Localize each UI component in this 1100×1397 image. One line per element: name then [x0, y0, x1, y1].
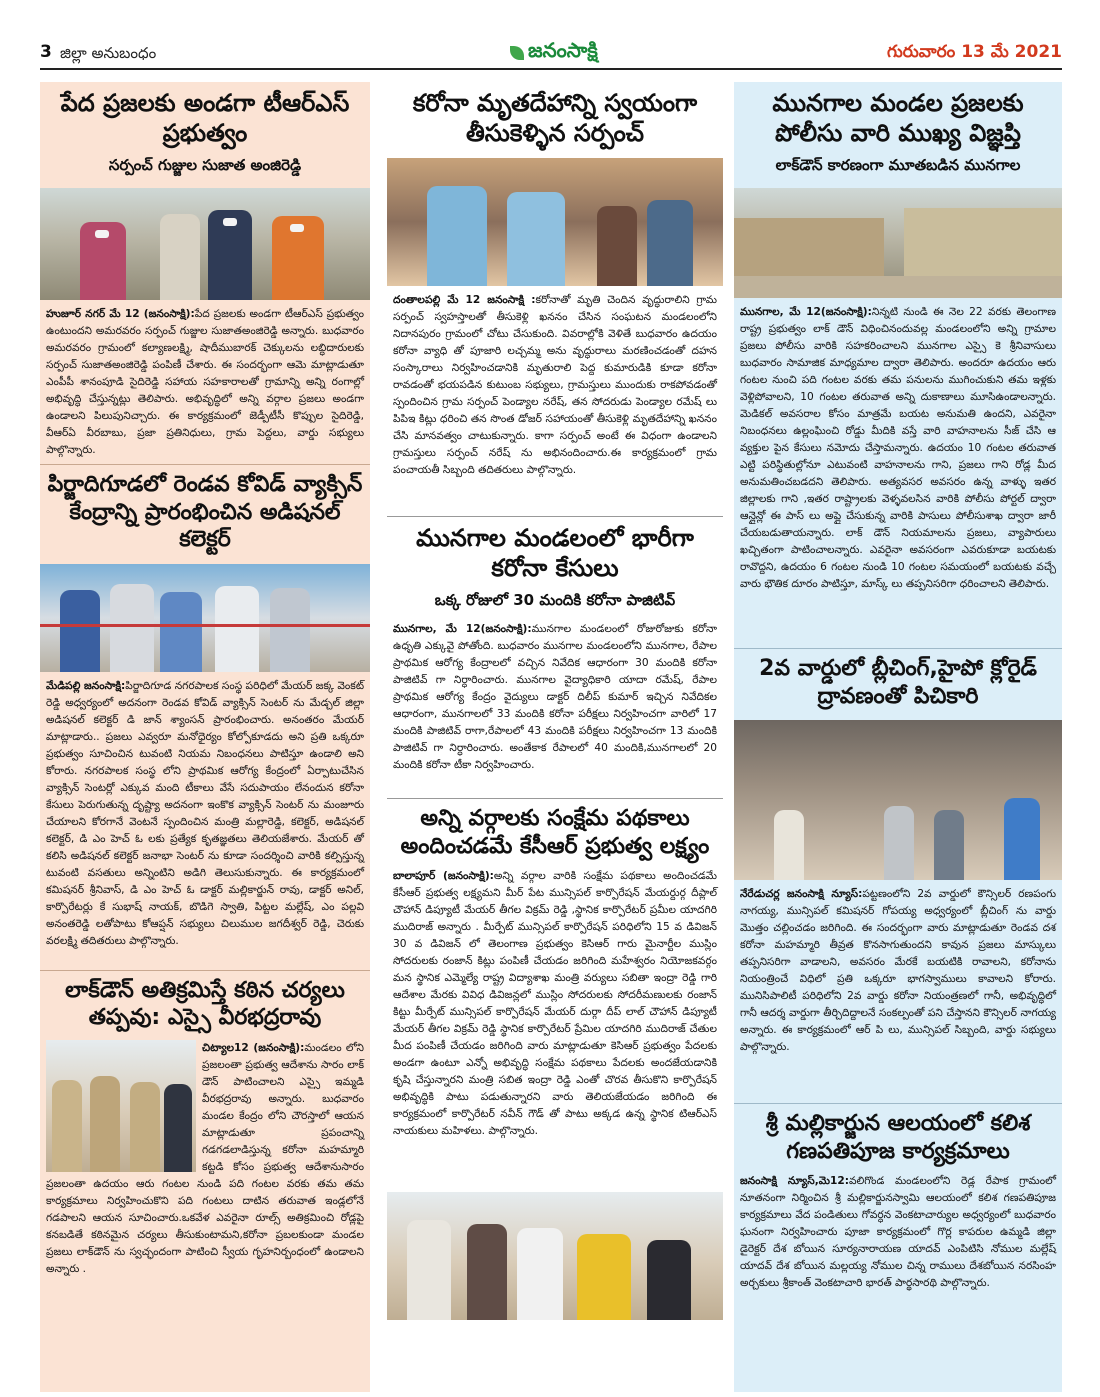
article-1-dateline: హుజూర్ నగర్ మే 12 (జనంసాక్షి): [46, 308, 195, 320]
article-1-photo [40, 188, 370, 300]
article-6-headline: అన్ని వర్గాలకు సంక్షేమ పథకాలు అందించడమే కేసీఆర్ ప్రభుత్వ లక్ష్యం [387, 798, 723, 866]
article-6-photo [387, 1192, 723, 1320]
page-number: 3 [40, 42, 52, 62]
issue-date: గురువారం 13 మే 2021 [887, 42, 1062, 62]
article-2-text: పిర్జాదిగూడ నగరపాలక సంస్థ పరిధిలో మేయర్ జక్క వెంకట్ రెడ్డి అధ్వర్యంలో అదనంగా రెండవ కోవిడ్ వ్యాక్సిన్ సెంటర్ ను మేడ్చల్ జిల్లా అడిషనల్ కలెక్టర్ డి జాన్ శ్యాంసన్ ప్రారంభించారు. అనంతరం మేయర్ మాట్లాడారు.. ప్రజలు ఎవ్వరూ మనోధైర్యం కోల్పోకూడదు అని ప్రతి ఒక్కరూ ప్రభుత్వం సూచించిన టువంటి నియమ నిబంధనలు పాటిస్తూ ఉండాలి అని కోరారు. నగరపాలక సంస్థ లోని ప్రాథమిక ఆరోగ్య కేంద్రంలో ఏర్పాటుచేసిన వ్యాక్సిన్ సెంటర్లో ఎక్కువ మంది టీకాలు వేసే సదుపాయం లేనందున కరోనా కేసులు పెరుగుతున్న దృష్ట్యా అదనంగా ఇంకొక వ్యాక్సిన్ సెంటర్ ను మంజూరు చేయాలని కోరగానే వెంటనే స్పందించిన మంత్రి మల్లారెడ్డి, కలెక్టర్, అడిషనల్ కలెక్టర్, డి ఎం హెచ్ ఓ లకు ప్రత్యేక కృతజ్ఞతలు తెలియజేశారు. మేయర్ తో కలిసి అడిషనల్ కలెక్టర్ జనాభా సెంటర్ ను కూడా సందర్శించి వారికి కల్పిస్తున్న టువంటి వసతులు అన్నింటిని అడిగి తెలుసుకున్నారు. ఈ కార్యక్రమంలో కమిషనర్ శ్రీనివాస్, డి ఎం హెచ్ ఓ డాక్టర్ మల్లికార్జున్ రావు, డాక్టర్ అనిల్, కార్పొరేటర్లు కే సుభాష్ నాయక్, బొడిగె స్వాతి, పిట్టల మల్లేష్, ఎం పల్లవి అనంతరెడ్డి లతోపాటు కోఆప్షన్ సభ్యులు చిలుముల జగదీశ్వర్ రెడ్డి, చెరుకు వరలక్ష్మి తదితరులు పాల్గొన్నారు. [46, 679, 364, 947]
article-4-dateline: దంతాలపల్లి మే 12 జనంసాక్షి : [393, 294, 536, 306]
article-3-text: మండలం లోని ప్రజలంతా ప్రభుత్వ ఆదేశాను సారం లాక్ డౌన్ పాటించాలని ఎస్సై ఇమ్మడి వీరభద్రరావు అన్నారు. బుధవారం మండల కేంద్రం లోని చౌరస్తాలో ఆయన మాట్లాడుతూ ప్రపంచాన్ని గడగడలాడిస్తున్న కరోనా మహమ్మారి కట్టడి కోసం ప్రభుత్వ ఆదేశానుసారం ప్రజలంతా ఉదయం ఆరు గంటల నుండి పది గంటల వరకు తమ తమ కార్యక్రమాలు నిర్వహించుకొని పది గంటలు దాటిన తరువాత ఇండ్లలోనే గడపాలని ఆయన సూచించారు.ఒకవేళ ఎవరైనా రూల్స్ అతిక్రమించి రోడ్లపై కనబడితే కఠినమైన చర్యలు తీసుకుంటామని,కరోనా ప్రబలకుండా మండల ప్రజలు లాక్‌డౌన్ ను స్వచ్ఛందంగా పాటించి స్వీయ గృహనిర్బంధంలో ఉండాలని అన్నారు . [46, 1041, 364, 1275]
article-3-body [40, 1038, 370, 1292]
article-5-subhead: ఒక్క రోజులో 30 మందికి కరోనా పాజిటివ్ [434, 591, 676, 609]
article-4-body [387, 290, 723, 516]
article-4-text: కరోనాతో మృతి చెందిన వృద్ధురాలిని గ్రామ సర్పంచ్ స్వహస్తాలతో తీసుకెళ్లి ఖననం చేసిన సంఘటన మండలంలోని నిదానపురం గ్రామంలో చోటు చేసుకుంది. వివరాల్లోకి వెళితే బుధవారం ఉదయం కరోనా వ్యాధి తో పూజారి లచ్చమ్మ అను వృద్ధురాలు మరణించడంతో దహన సంస్కారాలు నిర్వహించడానికి మృతురాలి పెద్ద కుమారుడికి కూడా కరోనా రావడంతో భయపడిన కుటుంబ సభ్యులు, గ్రామస్తులు ముందుకు రాకపోవడంతో స్పందించిన గ్రామ సర్పంచ్ పెండ్యాల నరేష్, తన సోదరుడు పెండ్యాల రమేష్ లు పిపిఇ కిట్లు ధరించి తన సొంత డోజర్ సహాయంతో తీసుకెళ్లి మృతదేహాన్ని ఖననం చేసి మానవత్వం చాటుకున్నారు. కాగా సర్పంచ్ అంటే ఈ విధంగా ఉండాలని గ్రామస్తులు సర్పంచ్ నరేష్ ను అభినందించారు.ఈ కార్యక్రమంలో గ్రామ పంచాయతీ సిబ్బంది తదితరులు పాల్గొన్నారు. [393, 294, 718, 476]
article-8-headline: 2వ వార్డులో బ్లీచింగ్,హైపో క్లోరైడ్ ద్రావణంతో పిచికారి [734, 648, 1062, 716]
article-2-body [40, 676, 370, 970]
article-4-headline: కరోనా మృతదేహాన్ని స్వయంగా తీసుకెళ్ళిన సర్పంచ్ [412, 89, 698, 147]
article-4-photo [387, 158, 723, 286]
column-left [40, 82, 370, 1392]
column-center [387, 82, 723, 1392]
article-1-body [40, 304, 370, 464]
article-2-headline: పిర్జాదిగూడలో రెండవ కోవిడ్ వ్యాక్సిన్ కేంద్రాన్ని ప్రారంభించిన అడిషనల్ కలెక్టర్ [40, 464, 370, 560]
article-1-headline: పేద ప్రజలకు అండగా టీఆర్ఎస్ ప్రభుత్వం [60, 89, 350, 147]
logo-text: జనంసాక్షి [528, 38, 598, 62]
article-5-headline: మునగాల మండలంలో భారీగా కరోనా కేసులు [387, 516, 723, 589]
masthead-logo [510, 38, 598, 67]
article-8-text: పట్టణంలోని 2వ వార్డులో కౌన్సిలర్ రణపంగు నాగయ్య, మున్సిపల్ కమిషనర్ గోపయ్య అధ్వర్యంలో బ్లీచింగ్ ను వార్డు మొత్తం చల్లించడం జరిగింది. ఈ సందర్భంగా వారు మాట్లాడుతూ రెండవ దశ కరోనా మహమ్మారి తీవ్రత కొనసాగుతుందని కావున ప్రజలు మాస్కులు తప్పనిసరిగా వాడాలని, అవసరం మేరకే బయటికి రావాలని, కరోనాను నియంత్రించే విధిలో ప్రతి ఒక్కరూ భాగస్వాములు కావాలని కోరారు. మునిసిపాలిటీ పరిధిలోని 2వ వార్డు కరోనా నియంత్రణలో గానీ, అభివృద్ధిలో గానీ ఆదర్శ వార్డుగా తీర్చిదిద్దాలనే సంకల్పంతో పని చేస్తానని కౌన్సిలర్ నాగయ్య అన్నారు. ఈ కార్యక్రమంలో ఆర్ పి లు, మున్సిపల్ సిబ్బంది, వార్డు సభ్యులు పాల్గొన్నారు. [740, 888, 1056, 1053]
leaf-icon [510, 46, 524, 60]
article-7-text: నిన్నటి నుండి ఈ నెల 22 వరకు తెలంగాణ రాష్ట్ర ప్రభుత్వం లాక్ డౌన్ విధించినందువల్ల మండలంలోని అన్ని గ్రామాల ప్రజలు పోలీసు వారికి సహకరించాలని మునగాల ఎస్సై కె శ్రీనివాసులు బుధవారం సామాజిక మాధ్యమాల ద్వారా తెలిపారు. అందరూ ఉదయం ఆరు గంటల నుంచి పది గంటల వరకు తమ పనులను ముగించుకుని తమ ఇళ్లకు వెళ్లిపోవాలని, 10 గంటల తరువాత అన్ని దుకాణాలు మూసిఉండాలన్నారు. మెడికల్ అవసరాల కోసం మాత్రమే బయట అనుమతి ఉందని, ఎవరైనా నిబంధనలు ఉల్లంఘించి రోడ్డు మీదికి వస్తే వారి వాహనాలను సీజ్ చేసి ఆ వ్యక్తుల పైన కేసులు నమోదు చేస్తామన్నారు. ఉదయం 10 గంటల తరువాత ఎట్టి పరిస్థితుల్లోనూ ఎటువంటి వాహనాలను గాని, ప్రజలు గాని రోడ్ల మీద అనుమతించబడదని తెలిపారు. అత్యవసర అవసరం ఉన్న వాళ్ళు ఇతర జిల్లాలకు గాని ,ఇతర రాష్ట్రాలకు వెళ్ళవలసిన వారికి పోలీసు పోర్టల్ ద్వారా ఆన్లైన్లో ఈ పాస్ లు అప్లై చేసుకున్న వారికి పాసులు పోలీసుశాఖ ద్వారా జారీ చేయబడుతాయన్నారు. లాక్ డౌన్ నియమాలను ప్రజలు, వ్యాపారులు ఖచ్చితంగా పాటించాలన్నారు. ఎవరైనా అవసరంగా ఎవరుకూడా బయటకు రావొద్దని, ఉదయం 6 గంటల నుండి 10 గంటల సమయంలో బయటకు వచ్చే వారు భౌతిక దూరం పాటిస్తూ, మాస్క్ లు తప్పనిసరిగా ధరించాలని తెలిపారు. [740, 306, 1056, 590]
article-5-body [387, 619, 723, 798]
article-8-photo [734, 720, 1062, 880]
article-6-body [387, 866, 723, 1188]
section-name: జిల్లా అనుబంధం [60, 44, 157, 62]
article-9-body [734, 1171, 1062, 1355]
article-2-photo [40, 564, 370, 672]
article-6-dateline: బాలాపూర్ (జనంసాక్షి): [393, 870, 494, 882]
article-2-dateline: మేడిపల్లి జనంసాక్షి: [46, 679, 126, 692]
article-3-dateline: చిట్యాల12 (జనంసాక్షి): [202, 1041, 305, 1054]
page-header [40, 38, 1062, 70]
article-9-dateline: జనంసాక్షి న్యూస్,మె12: [740, 1175, 849, 1187]
article-9-headline: శ్రీ మల్లికార్జున ఆలయంలో కలిశ గణపతిపూజ కార్యక్రమాలు [734, 1103, 1062, 1171]
article-1-subhead: సర్పంచ్ గుజ్జుల సుజాత అంజిరెడ్డి [108, 156, 302, 174]
article-3-headline: లాక్‌డౌన్ అతిక్రమిస్తే కఠిన చర్యలు తప్పవు: ఎస్సై వీరభద్రరావు [40, 970, 370, 1038]
article-7-dateline: మునగాల, మే 12(జనంసాక్షి): [740, 306, 872, 318]
article-5-text: మునగాల మండలంలో రోజురోజుకు కరోనా ఉధృతి ఎక్కువై పోతోంది. బుధవారం మునగాల మండలంలోని మునగాల, రేపాల ప్రాథమిక ఆరోగ్య కేంద్రాలలో వచ్చిన నివేదిక ఆధారంగా 30 మందికి కరోనా పాజిటివ్ గా నిర్ధారించారు. మునగాల వైద్యాధికారి యాదా రమేష్, రేపాల ప్రాథమిక ఆరోగ్య కేంద్రం వైద్యులు డాక్టర్ దిలీప్ కుమార్ ఇచ్చిన నివేదికల ఆధారంగా, మునగాలలో 33 మందికి కరోనా పరీక్షలు నిర్వహించగా వారిలో 17 మందికి పాజిటివ్ రాగా,రేపాలలో 43 మందికి పరీక్షలు నిర్వహించగా 13 మందికి పాజిటివ్ గా నిర్ధారించారు. అంతేకాక రేపాలలో 40 మందికి,మునగాలలో 20 మందికి కరోనా టీకా నిర్వహించారు. [393, 623, 717, 771]
article-9-text: వలిగొండ మండలంలోని రెడ్ల రేపాక గ్రామంలో నూతనంగా నిర్మించిన శ్రీ మల్లికార్జునస్వామి ఆలయంలో కలిశ గణపతిపూజ కార్యక్రమాలు వేద పండితులు గోవర్ధన వెంకటాచార్యుల అధ్వర్యంలో బుధవారం ఘనంగా నిర్వహించారు పూజా కార్యక్రమంలో గొర్ల కాపరుల ఉమ్మడి జిల్లా డైరెక్టర్ దేశ బోయిన సూర్యనారాయణ యాదవ్ ఎంపిటిసి నోముల మల్లేష్ యాదవ్ దేశ బోయిన మల్లయ్య నోముల చిన్న రాములు దేశబోయిన నరసింహ అర్చకులు శ్రీకాంత్ వెంకటాచారి భారత్ పార్థసారథి పాల్గొన్నారు. [740, 1175, 1056, 1289]
article-7-headline: మునగాల మండల ప్రజలకు పోలీసు వారి ముఖ్య విజ్ఞప్తి [772, 89, 1024, 147]
article-7-photo [734, 188, 1062, 298]
article-7-subhead: లాక్‌డౌన్ కారణంగా మూతబడిన మునగాల [775, 156, 1021, 174]
article-5-dateline: మునగాల, మే 12(జనంసాక్షి): [393, 623, 532, 635]
column-right [734, 82, 1062, 1392]
article-7-body [734, 302, 1062, 648]
article-1-text: పేద ప్రజలకు అండగా టీఆర్ఎస్ ప్రభుత్వం ఉంటుందని అమరవరం సర్పంచ్ గుజ్జుల సుజాతఅంజిరెడ్డి అన్నారు. బుధవారం అమరవరం గ్రామంలో కల్యాణలక్ష్మి, షాదీముబారక్ చెక్కులను లబ్ధిదారులకు సర్పంచ్ సుజాతఅంజిరెడ్డి పంపిణీ చేశారు. ఈ సందర్భంగా ఆమె మాట్లాడుతూ ఎంపీపీ శానంపూడి సైదిరెడ్డి సహాయ సహకారాలతో గ్రామాన్ని అన్ని రంగాల్లో అభివృద్ధి చేస్తున్నట్లు తెలిపారు. అభివృద్ధిలో అన్ని వర్గాల ప్రజలు అండగా ఉండాలని పిలుపునిచ్చారు. ఈ కార్యక్రమంలో జెడ్పీటీసీ కొప్పుల సైదిరెడ్డి, వీఆర్ఏ వీరబాబు, ప్రజా ప్రతినిధులు, గ్రామ పెద్దలు, వార్డు సభ్యులు పాల్గొన్నారు. [46, 308, 364, 456]
article-8-dateline: నేరేడుచర్ల జనంసాక్షి న్యూస్: [740, 888, 863, 900]
article-6-text: అన్ని వర్గాల వారికి సంక్షేమ పథకాలు అందించడమే కేసీఆర్ ప్రభుత్వ లక్ష్యమని మీర్ పేట మున్సిపల్ కార్పొరేషన్ మేయర్దుర్గ దీప్లాల్ చౌహాన్ డిప్యూటీ మేయర్ తీగల విక్రమ్ రెడ్డి ,స్థానిక కార్పొరేటర్ ప్రమీల యాదగిరి ముదిరాజ్ అన్నారు . మీర్పేట్ మున్సిపల్ కార్పొరేషన్ పరిధిలోని 15 వ డివిజన్ 30 వ డివిజన్ లో తెలంగాణ ప్రభుత్వం కెసిఆర్ గారు మైనార్టీల ముస్లిం సోదరులకు రంజాన్ కిట్లు పంపిణీ చేయడం జరిగింది మహేశ్వరం నియోజకవర్గం మన స్థానిక ఎమ్మెల్యే రాష్ట్ర విద్యాశాఖ మంత్రి వర్యులు సబితా ఇంద్రా రెడ్డి గారి ఆదేశాల మేరకు వివిధ డివిజన్లలో ముస్లిం సోదరులకు సోదరీమణులకు రంజాన్ కిట్టు మీర్పేట్ మున్సిపల్ కార్పొరేషన్ మేయర్ దుర్గా దీప్ లాల్ చౌహాన్ డిప్యూటీ మేయర్ తీగల విక్రమ్ రెడ్డి స్థానిక కార్పొరేటర్ ప్రేమిల యాదగిరి ముదిరాజ్ చేతుల మీద పంపిణీ చేయడం జరిగింది వారు మాట్లాడుతూ కెసిఆర్ ప్రభుత్వం పేదలకు అండగా ఉంటూ ఎన్నో అభివృద్ధి సంక్షేమ పథకాలు పేదలకు అందజేయడానికి కృషి చేస్తున్నారని మంత్రి సబిత ఇంద్రా రెడ్డి ఎంతో చొరవ తీసుకొని కార్పొరేషన్ అభివృద్ధికి పాటు పడుతున్నారని వారు తెలియజేయడం జరిగింది ఈ కార్యక్రమంలో కార్పొరేటర్ నవీన్ గౌడ్ తో పాటు అక్కడ ఉన్న స్థానిక టిఆర్ఎస్ నాయకులు మహిళలు. పాల్గొన్నారు. [393, 870, 717, 1137]
article-3-photo [46, 1040, 196, 1172]
article-8-body [734, 884, 1062, 1103]
